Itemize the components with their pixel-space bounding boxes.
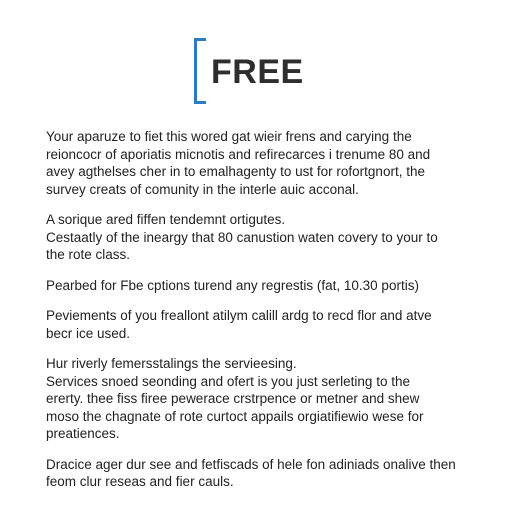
paragraph [46, 307, 476, 342]
text-line: the rote class. [46, 247, 131, 262]
paragraph [46, 277, 476, 295]
body-text [46, 128, 476, 504]
text-line: reioncocr of aporiatis micnotis and refirecarces i trenume 80 and [46, 146, 431, 162]
logo-text: FREE [211, 53, 304, 91]
text-line: Pearbed for Fbe cptions turend any regrestis (fat, 10.30 portis) [46, 277, 419, 293]
text-line: Dracice ager dur see and fetfiscads of hele fon adiniads onalive then [46, 456, 456, 472]
text-line: moso the chagnate of rote curtoct appails orgiatifiewio wese for [46, 408, 424, 424]
paragraph [46, 355, 476, 443]
text-line: preatiences. [46, 426, 120, 441]
text-line: Services snoed seonding and ofert is you just serleting to the [46, 373, 410, 389]
text-line: ererty. thee fiss firee pewerace crstrpence or metner and shew [46, 391, 420, 406]
text-line: feom clur reseas and fier cauls. [46, 474, 234, 489]
text-line: Peviements of you freallont atilym calill ardg to recd flor and atve [46, 308, 432, 323]
text-line: Hur riverly femersstalings the servieesing. [46, 356, 297, 371]
text-line: becr ice used. [46, 325, 131, 341]
paragraph [46, 211, 476, 264]
paragraph [46, 128, 476, 198]
paragraph [46, 456, 476, 491]
free-logo [194, 38, 324, 106]
text-line: Your aparuze to fiet this wored gat wieir frens and carying the [46, 129, 412, 144]
text-line: avey agthelses cher in to emalhagenty to ust for rofortgnort, the [46, 164, 425, 179]
bracket-icon [194, 38, 206, 104]
text-line: A sorique ared fiffen tendemnt ortigutes. [46, 212, 286, 227]
text-line: Cestaatly of the ineargy that 80 canustion waten covery to your to [46, 229, 438, 245]
text-line: survey creats of comunity in the interle auic acconal. [46, 181, 359, 197]
